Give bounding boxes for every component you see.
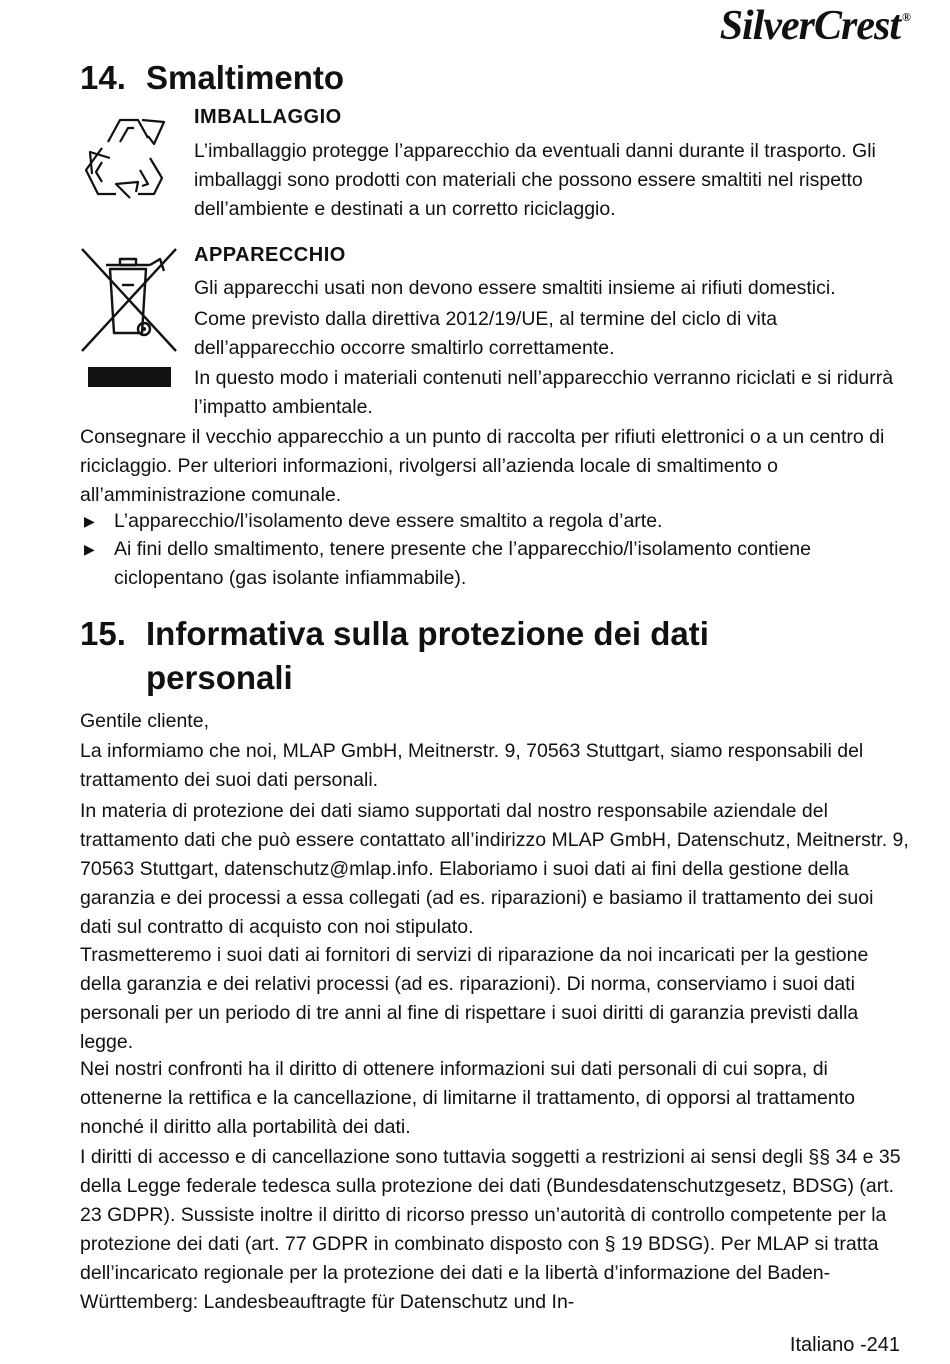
bullet-arrow-icon: ▶ — [84, 513, 95, 529]
privacy-paragraph-3: Trasmetteremo i suoi dati ai fornitori di servizi di riparazione da noi incaricati per la gestione della garanzia e dei relativi processi (ad es. riparazioni). Di norma, conserviamo i suoi dati personali per un periodo di tre anni al fine di rispettare i suoi diritti di garanzia previsti dalla legge. — [80, 944, 869, 1053]
black-bar — [88, 367, 171, 387]
appliance-heading: APPARECCHIO — [194, 244, 346, 266]
crossed-out-bin-icon — [80, 247, 178, 353]
packaging-heading: IMBALLAGGIO — [194, 106, 342, 128]
greeting-text: Gentile cliente, — [80, 710, 209, 732]
bullet-text: Ai fini dello smaltimento, tenere presente che l’apparecchio/l’isolamento contiene ciclopentano (gas isolante infiammabile). — [114, 538, 811, 589]
registered-mark: ® — [902, 10, 910, 24]
list-item — [80, 535, 900, 593]
appliance-text-2: Come previsto dalla direttiva 2012/19/UE, al termine del ciclo di vita dell’apparecchio occorre smaltirlo correttamente. — [194, 308, 778, 359]
section-15-title: Informativa sulla protezione dei dati personali — [146, 615, 709, 696]
section-15-heading — [80, 612, 786, 700]
brand-logo-text: SilverCrest — [719, 3, 901, 49]
list-item — [80, 507, 900, 536]
section-14-number: 14. — [80, 59, 126, 96]
brand-logo — [720, 2, 910, 50]
section-15-number: 15. — [80, 615, 126, 652]
bullet-text: L’apparecchio/l’isolamento deve essere smaltito a regola d’arte. — [114, 510, 663, 532]
privacy-paragraph-2: In materia di protezione dei dati siamo supportati dal nostro responsabile aziendale del trattamento dati che può essere contattato all’indirizzo MLAP GmbH, Datenschutz, Meitnerstr. 9, 70563 Stuttgart, datenschutz@mlap.info. Elaboriamo i suoi dati ai fini della gestione della garanzia e dei processi a essa collegati (ad es. riparazioni) e basiamo il trattamento dei suoi dati sul contratto di acquisto con noi stipulato. — [80, 800, 909, 938]
privacy-paragraph-1: La informiamo che noi, MLAP GmbH, Meitnerstr. 9, 70563 Stuttgart, siamo responsabili del trattamento dei suoi dati personali. — [80, 740, 864, 791]
bullet-arrow-icon: ▶ — [84, 541, 95, 557]
recycle-icon — [80, 112, 172, 208]
appliance-text-3: In questo modo i materiali contenuti nell’apparecchio verranno riciclati e si ridurrà l’impatto ambientale. — [194, 367, 894, 418]
privacy-paragraph-4: Nei nostri confronti ha il diritto di ottenere informazioni sui dati personali di cui sopra, di ottenerne la rettifica e la cancellazione, di limitarne il trattamento, di opporsi al trattamento nonché il diritto alla portabilità dei dati. — [80, 1058, 855, 1138]
appliance-text-1: Gli apparecchi usati non devono essere smaltiti insieme ai rifiuti domestici. — [194, 277, 836, 299]
section-14-title: Smaltimento — [146, 59, 345, 96]
privacy-paragraph-5: I diritti di accesso e di cancellazione sono tuttavia soggetti a restrizioni ai sensi degli §§ 34 e 35 della Legge federale tedesca sulla protezione dei dati (Bundesdatenschutzgesetz, BDSG) (art. 23 GDPR). Sussiste inoltre il diritto di ricorso presso un’autorità di controllo competente per la protezione dei dati (art. 77 GDPR in combinato disposto con § 19 BDSG). Per MLAP si tratta dell’incaricato regionale per la protezione dei dati e la libertà d’informazione del Baden-Württemberg: Landesbeauftragte für Datenschutz und In- — [80, 1146, 901, 1313]
delivery-text: Consegnare il vecchio apparecchio a un punto di raccolta per rifiuti elettronici o a un centro di riciclaggio. Per ulteriori informazioni, rivolgersi all’azienda locale di smaltimento o all’amministrazione comunale. — [80, 426, 885, 506]
packaging-text: L’imballaggio protegge l’apparecchio da eventuali danni durante il trasporto. Gli imballaggi sono prodotti con materiali che possono essere smaltiti nel rispetto dell’ambiente e destinati a un corretto riciclaggio. — [194, 140, 876, 220]
page-number: Italiano -241 — [789, 1334, 900, 1356]
section-14-heading — [80, 56, 786, 100]
